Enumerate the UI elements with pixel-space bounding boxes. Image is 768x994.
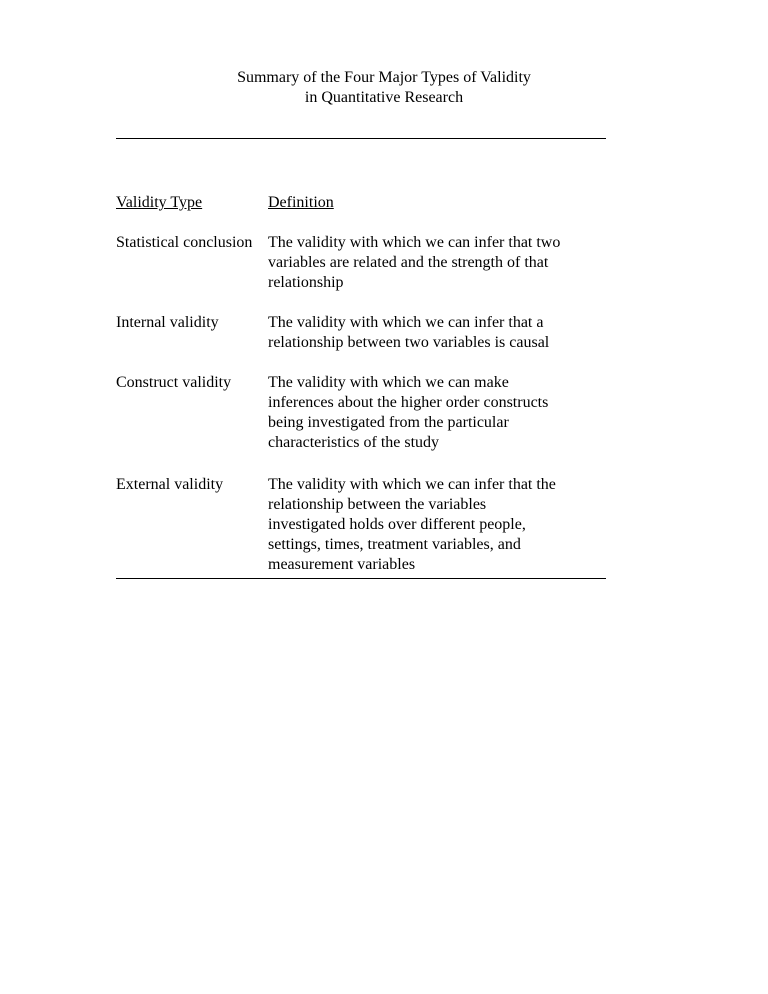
validity-type: Statistical conclusion <box>116 234 253 251</box>
validity-type: Internal validity <box>116 314 219 331</box>
definition-line: The validity with which we can make <box>268 374 509 391</box>
header-validity-type: Validity Type <box>116 194 203 211</box>
document-title <box>0 68 768 108</box>
definition-line: The validity with which we can infer that two <box>268 234 561 251</box>
title-line-2: in Quantitative Research <box>304 89 464 106</box>
definition <box>268 373 618 453</box>
definition-line: settings, times, treatment variables, and <box>268 536 521 553</box>
definition-line: measurement variables <box>268 556 416 573</box>
validity-type: External validity <box>116 476 224 493</box>
validity-type: Construct validity <box>116 374 232 391</box>
top-rule <box>116 138 606 139</box>
definition-line: being investigated from the particular <box>268 414 509 431</box>
header-definition: Definition <box>268 194 334 211</box>
definition-line: investigated holds over different people, <box>268 516 526 533</box>
definition-line: relationship between the variables <box>268 496 487 513</box>
title-line-1: Summary of the Four Major Types of Validity <box>237 69 531 86</box>
bottom-rule <box>116 578 606 579</box>
definition <box>268 313 618 353</box>
definition-line: characteristics of the study <box>268 434 440 451</box>
definition-line: relationship between two variables is causal <box>268 334 550 351</box>
definition <box>268 475 618 575</box>
definition-line: The validity with which we can infer that a <box>268 314 544 331</box>
definition-line: variables are related and the strength of that <box>268 254 549 271</box>
definition <box>268 233 618 293</box>
definition-line: inferences about the higher order constructs <box>268 394 549 411</box>
definition-line: The validity with which we can infer that the <box>268 476 556 493</box>
definition-line: relationship <box>268 274 344 291</box>
